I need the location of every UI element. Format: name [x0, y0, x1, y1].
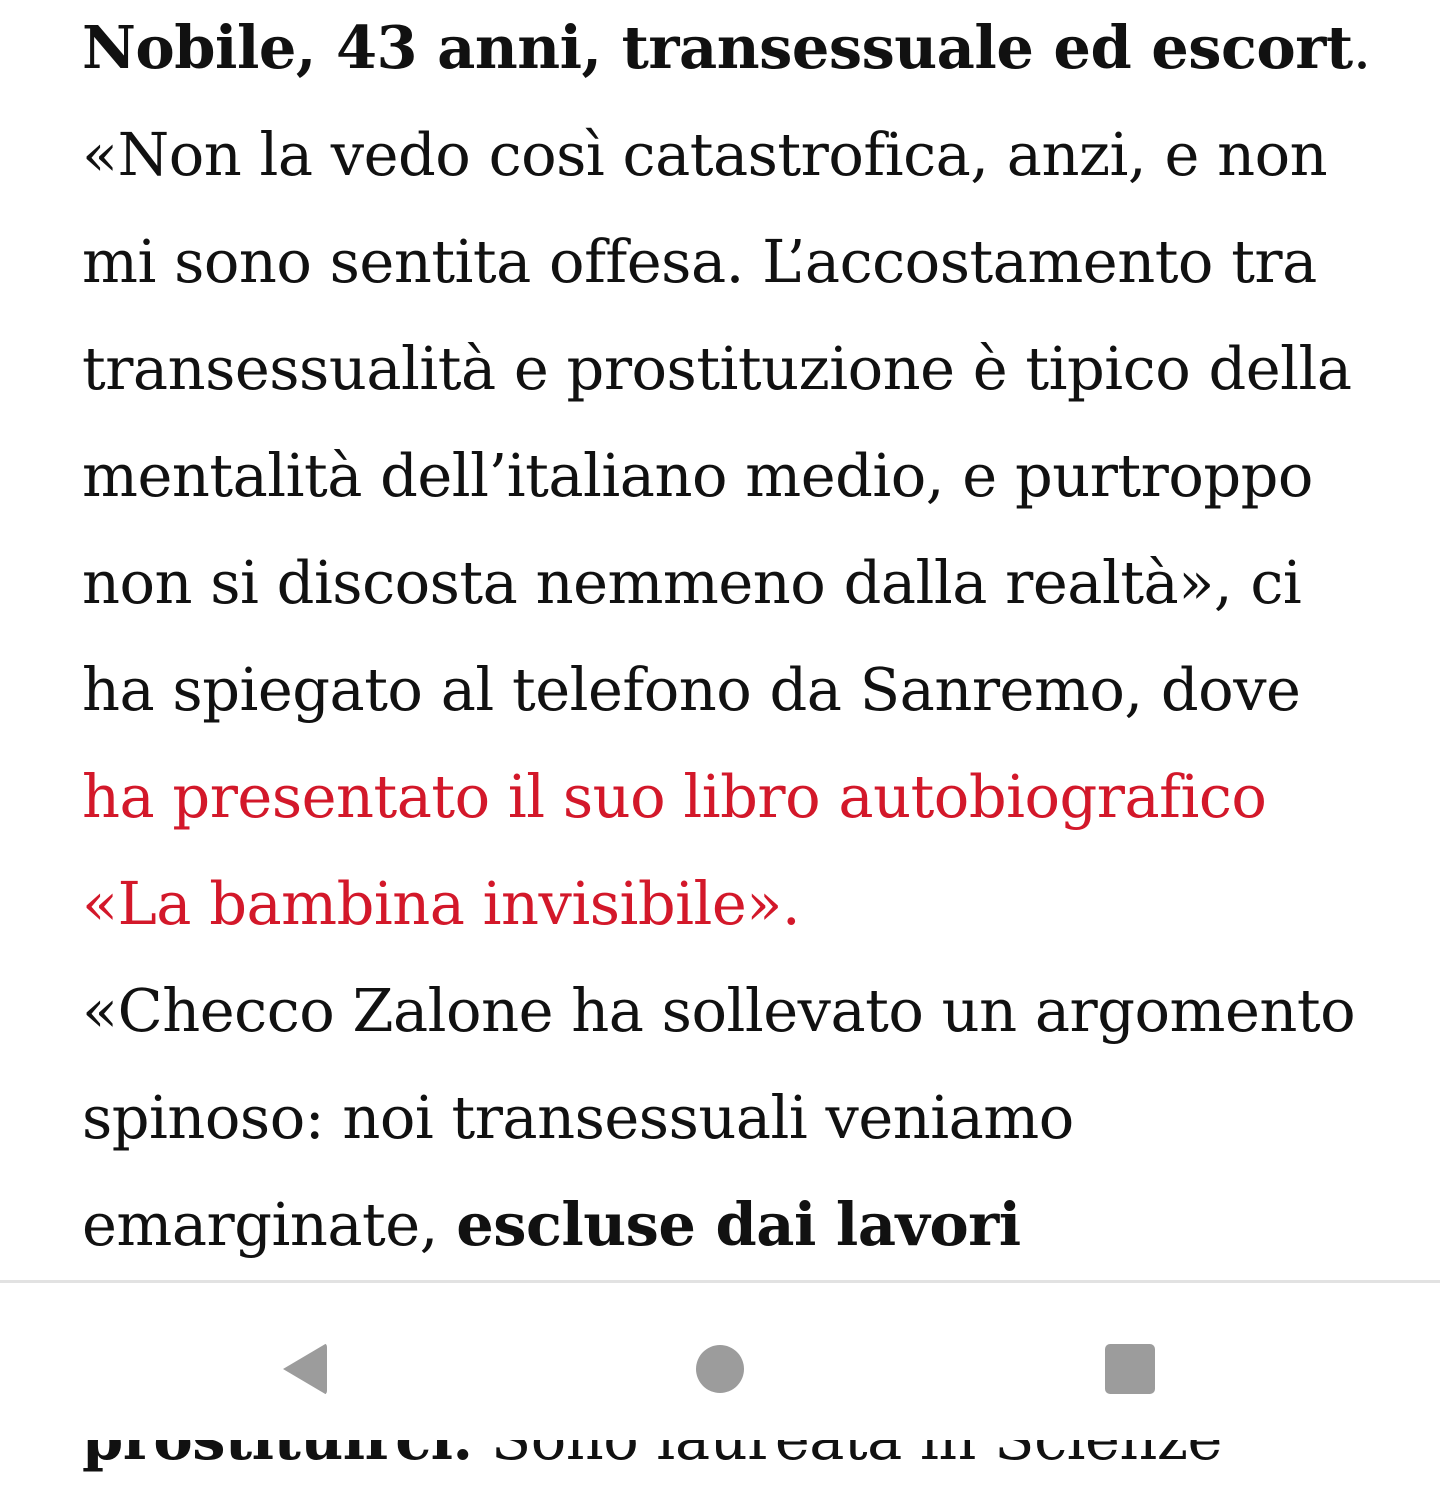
home-button[interactable]: [670, 1319, 770, 1419]
recents-button[interactable]: [1080, 1319, 1180, 1419]
article-paragraph-1: [82, 0, 1372, 957]
circle-home-icon: [696, 1345, 744, 1393]
paragraph-text: . «Non la vedo così catastrofica, anzi, e non mi sono sentita offesa. L’accostamento tra transessualità e prostituzione è tipico della mentalità dell’italiano medio, e purtroppo non si discosta nemmeno dalla realtà», ci ha spiegato al telefono da Sanremo, dove: [82, 13, 1371, 724]
article-body: [82, 0, 1372, 1280]
paragraph-text: «Checco Zalone ha sollevato un argomento spinoso: noi transessuali veniamo emarginate,: [82, 976, 1356, 1259]
bold-lead: Nobile, 43 anni, transessuale ed escort: [82, 13, 1353, 82]
book-link[interactable]: ha presentato il suo libro autobiografico «La bambina invisibile».: [82, 762, 1267, 938]
square-recents-icon: [1105, 1344, 1155, 1394]
system-navigation-bar: [0, 1280, 1440, 1440]
bold-quote: escluse dai lavori: [456, 1190, 1021, 1259]
triangle-back-icon: [283, 1343, 327, 1395]
back-button[interactable]: [255, 1319, 355, 1419]
